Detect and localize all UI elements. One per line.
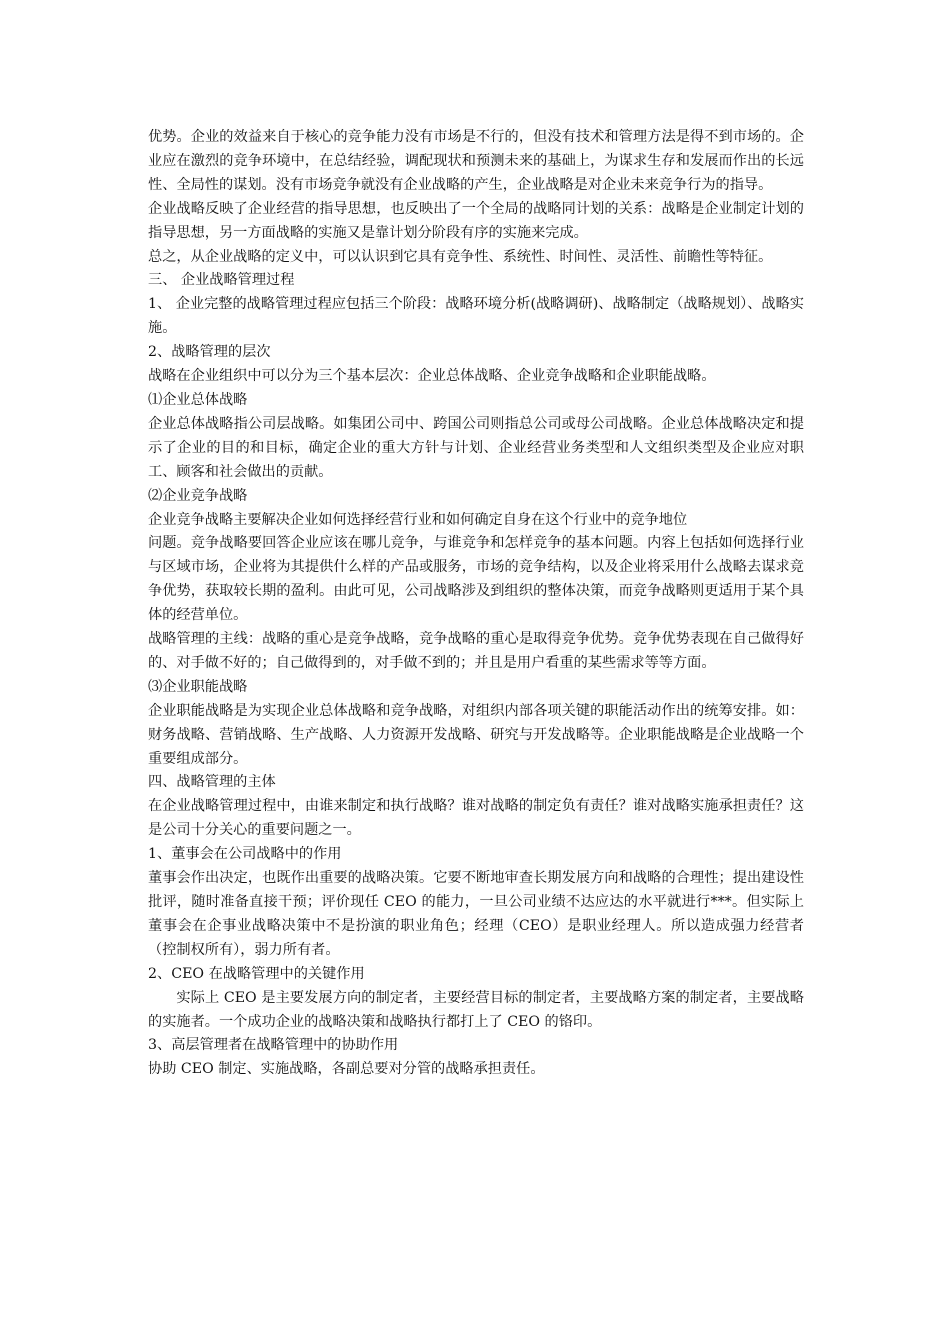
paragraph-strategy-features: 总之，从企业战略的定义中，可以认识到它具有竞争性、系统性、时间性、灵活性、前瞻性等特征。 — [148, 248, 773, 265]
subheading-functional-strategy: ⑶企业职能战略 — [148, 678, 248, 695]
paragraph-corporate-strategy: 企业总体战略指公司层战略。如集团公司中、跨国公司则指总公司或母公司战略。企业总体战略决定和提示了企业的目的和目标，确定企业的重大方针与计划、企业经营业务类型和人文组织类型及企业应对职工、顾客和社会做出的贡献。 — [148, 415, 804, 480]
paragraph-strategy-guidance: 企业战略反映了企业经营的指导思想，也反映出了一个全局的战略同计划的关系：战略是企业制定计划的指导思想，另一方面战略的实施又是靠计划分阶段有序的实施来完成。 — [148, 200, 804, 241]
paragraph-responsibility: 在企业战略管理过程中，由谁来制定和执行战略？谁对战略的制定负有责任？谁对战略实施承担责任？这是公司十分关心的重要问题之一。 — [148, 798, 804, 839]
section-heading-4: 四、战略管理的主体 — [148, 774, 276, 791]
paragraph-competitive-strategy-line1: 企业竞争战略主要解决企业如何选择经营行业和如何确定自身在这个行业中的竞争地位 — [148, 511, 688, 528]
subheading-competitive-strategy: ⑵企业竞争战略 — [148, 487, 248, 504]
document-body — [148, 126, 804, 1082]
subheading-ceo-role: 2、CEO 在战略管理中的关键作用 — [148, 965, 365, 982]
section-heading-3: 三、 企业战略管理过程 — [148, 272, 295, 289]
subheading-senior-managers: 3、高层管理者在战略管理中的协助作用 — [148, 1037, 399, 1054]
paragraph-board-role: 董事会作出决定，也既作出重要的战略决策。它要不断地审查长期发展方向和战略的合理性；提出建设性批评，随时准备直接干预；评价现任 CEO 的能力，一旦公司业绩不达应达的水平就进行***。但实际上董事会在企事业战略决策中不是扮演的职业角色；经理（CEO）是职业经理人。所以造成强力经营者（控制权所有），弱力所有者。 — [148, 870, 804, 958]
paragraph-three-levels: 战略在企业组织中可以分为三个基本层次：企业总体战略、企业竞争战略和企业职能战略。 — [148, 368, 716, 385]
paragraph-competitive-strategy: 问题。竞争战略要回答企业应该在哪儿竞争，与谁竞争和怎样竞争的基本问题。内容上包括如何选择行业与区域市场，企业将为其提供什么样的产品或服务，市场的竞争结构，以及企业将采用什么战略去谋求竞争优势，获取较长期的盈利。由此可见，公司战略涉及到组织的整体决策，而竞争战略则更适用于某个具体的经营单位。 — [148, 535, 804, 624]
subheading-board-role: 1、董事会在公司战略中的作用 — [148, 846, 342, 863]
subheading-corporate-strategy: ⑴企业总体战略 — [148, 391, 248, 408]
subheading-levels: 2、战略管理的层次 — [148, 344, 271, 361]
paragraph-main-line: 战略管理的主线：战略的重心是竞争战略，竞争战略的重心是取得竞争优势。竞争优势表现在自己做得好的、对手做不好的；自己做得到的，对手做不到的；并且是用户看重的某些需求等等方面。 — [148, 631, 804, 671]
paragraph-functional-strategy: 企业职能战略是为实现企业总体战略和竞争战略，对组织内部各项关键的职能活动作出的统筹安排。如：财务战略、营销战略、生产战略、人力资源开发战略、研究与开发战略等。企业职能战略是企业战略一个重要组成部分。 — [148, 702, 804, 767]
paragraph-ceo-role: 实际上 CEO 是主要发展方向的制定者，主要经营目标的制定者，主要战略方案的制定者，主要战略的实施者。一个成功企业的战略决策和战略执行都打上了 CEO 的铬印。 — [148, 989, 804, 1030]
paragraph-management-stages: 1、 企业完整的战略管理过程应包括三个阶段：战略环境分析(战略调研)、战略制定（战略规划）、战略实施。 — [148, 296, 804, 337]
paragraph-enterprise-advantage: 优势。企业的效益来自于核心的竞争能力没有市场是不行的，但没有技术和管理方法是得不到市场的。企业应在激烈的竞争环境中，在总结经验，调配现状和预测未来的基础上，为谋求生存和发展而作出的长远性、全局性的谋划。没有市场竞争就没有企业战略的产生，企业战略是对企业未来竞争行为的指导。 — [148, 129, 804, 193]
paragraph-senior-managers: 协助 CEO 制定、实施战略，各副总要对分管的战略承担责任。 — [148, 1061, 545, 1078]
